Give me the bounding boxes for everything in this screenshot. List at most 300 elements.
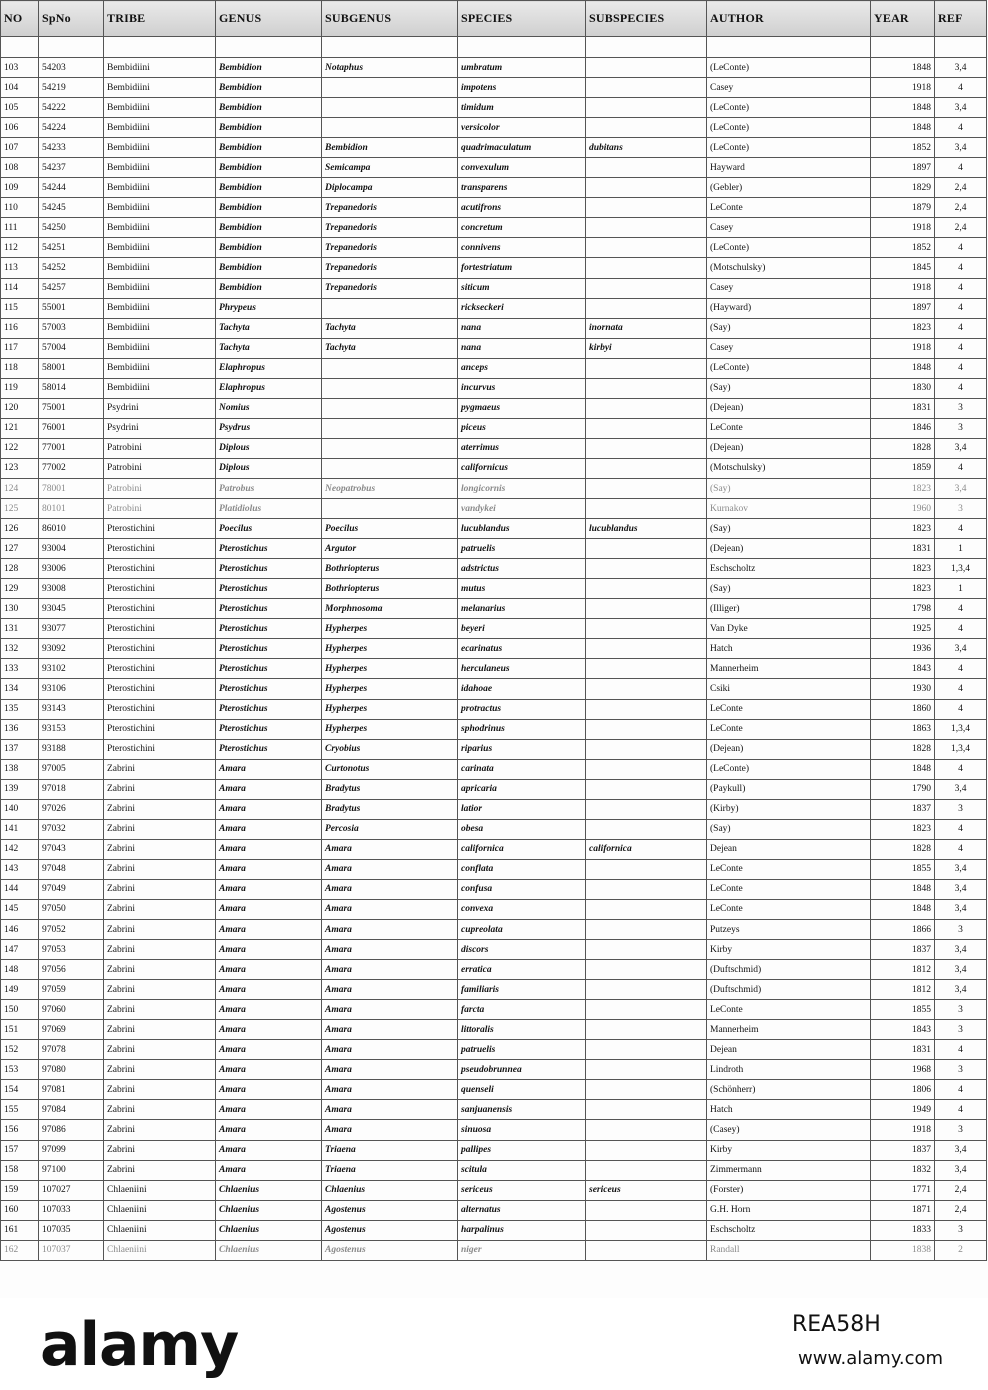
cell-subspecies [586,158,707,178]
cell-tribe: Zabrini [104,1040,216,1060]
cell-subgenus: Trepanedoris [322,278,458,298]
cell-no: 121 [1,418,39,438]
cell-no: 107 [1,138,39,158]
cell-subspecies [586,899,707,919]
cell-subgenus: Percosia [322,819,458,839]
table-row [1,78,987,98]
cell-genus: Bembidion [216,158,322,178]
cell-genus: Pterostichus [216,619,322,639]
cell-year: 1843 [871,659,935,679]
cell-year: 1843 [871,1020,935,1040]
cell-subspecies [586,1080,707,1100]
cell-no: 117 [1,338,39,358]
cell-genus: Amara [216,1000,322,1020]
cell-year: 1848 [871,58,935,78]
cell-genus: Pterostichus [216,579,322,599]
cell-spno: 97086 [39,1120,104,1140]
cell-subspecies [586,118,707,138]
cell-genus: Chlaenius [216,1220,322,1240]
cell-tribe: Patrobini [104,499,216,519]
cell-subspecies [586,759,707,779]
cell-ref: 4 [935,519,987,539]
cell-tribe: Zabrini [104,799,216,819]
cell-year: 1771 [871,1180,935,1200]
cell-ref: 3,4 [935,639,987,659]
cell-subgenus [322,298,458,318]
cell-year: 1828 [871,839,935,859]
cell-tribe: Zabrini [104,1000,216,1020]
cell-genus: Pterostichus [216,659,322,679]
cell-year: 1897 [871,298,935,318]
table-row [1,699,987,719]
cell-spno: 97080 [39,1060,104,1080]
cell-species: littoralis [458,1020,586,1040]
site-url: www.alamy.com [798,1348,944,1369]
cell-genus: Amara [216,1100,322,1120]
header-subgenus: SUBGENUS [322,1,458,37]
cell-ref: 3 [935,398,987,418]
cell-genus: Amara [216,1060,322,1080]
watermark-footer [0,1298,988,1390]
cell-no: 109 [1,178,39,198]
cell-species: piceus [458,418,586,438]
cell-no: 154 [1,1080,39,1100]
cell-year: 1846 [871,418,935,438]
cell-subspecies [586,58,707,78]
cell-spno: 97060 [39,1000,104,1020]
cell-species: pallipes [458,1140,586,1160]
cell-tribe: Patrobini [104,478,216,498]
cell-no: 124 [1,478,39,498]
cell-genus: Tachyta [216,318,322,338]
cell-species: californicus [458,458,586,478]
cell-author: Casey [707,338,871,358]
cell-subgenus: Tachyta [322,318,458,338]
cell-species: protractus [458,699,586,719]
cell-ref: 2,4 [935,198,987,218]
table-row [1,378,987,398]
cell-species: patruelis [458,1040,586,1060]
cell-spno: 97056 [39,960,104,980]
table-row [1,1000,987,1020]
cell-ref: 3,4 [935,478,987,498]
table-row [1,960,987,980]
cell-author: (Paykull) [707,779,871,799]
cell-author: (LeConte) [707,58,871,78]
cell-subgenus: Amara [322,1000,458,1020]
cell-year: 1852 [871,238,935,258]
cell-year: 1949 [871,1100,935,1120]
cell-author: Hatch [707,639,871,659]
cell-species: carinata [458,759,586,779]
cell-spno: 97005 [39,759,104,779]
cell-subgenus: Amara [322,940,458,960]
cell-author: LeConte [707,879,871,899]
cell-genus: Amara [216,819,322,839]
cell-tribe: Pterostichini [104,639,216,659]
cell-no: 132 [1,639,39,659]
cell-tribe: Bembidiini [104,338,216,358]
header-genus: GENUS [216,1,322,37]
cell-subgenus: Amara [322,859,458,879]
cell-tribe: Patrobini [104,458,216,478]
cell-spno: 107027 [39,1180,104,1200]
cell-no: 157 [1,1140,39,1160]
cell-subgenus: Agostenus [322,1220,458,1240]
blank-row [1,37,987,58]
cell-tribe: Bembidiini [104,58,216,78]
cell-species: farcta [458,1000,586,1020]
cell-year: 1897 [871,158,935,178]
cell-genus: Bembidion [216,78,322,98]
cell-ref: 3,4 [935,98,987,118]
cell-ref: 4 [935,378,987,398]
cell-author: (LeConte) [707,138,871,158]
cell-subgenus [322,458,458,478]
cell-subspecies [586,358,707,378]
cell-ref: 2,4 [935,1200,987,1220]
table-row [1,1140,987,1160]
cell-year: 1859 [871,458,935,478]
cell-subgenus: Amara [322,879,458,899]
cell-ref: 4 [935,458,987,478]
table-row [1,258,987,278]
cell-tribe: Zabrini [104,859,216,879]
cell-author: (Say) [707,318,871,338]
cell-subgenus: Bothriopterus [322,579,458,599]
cell-author: LeConte [707,899,871,919]
cell-genus: Amara [216,920,322,940]
cell-ref: 2 [935,1240,987,1260]
cell-year: 1855 [871,1000,935,1020]
cell-year: 1936 [871,639,935,659]
cell-year: 1823 [871,819,935,839]
header-row [1,1,987,37]
cell-subspecies [586,1000,707,1020]
cell-author: (Say) [707,378,871,398]
cell-ref: 3,4 [935,879,987,899]
table-row [1,859,987,879]
cell-ref: 3,4 [935,779,987,799]
cell-tribe: Zabrini [104,879,216,899]
cell-subspecies [586,78,707,98]
cell-author: (Say) [707,819,871,839]
table-row [1,559,987,579]
cell-spno: 54222 [39,98,104,118]
cell-author: (Forster) [707,1180,871,1200]
cell-ref: 1,3,4 [935,559,987,579]
cell-no: 136 [1,719,39,739]
cell-genus: Chlaenius [216,1240,322,1260]
cell-spno: 93004 [39,539,104,559]
cell-ref: 4 [935,1100,987,1120]
cell-subspecies [586,659,707,679]
cell-subgenus: Amara [322,1080,458,1100]
cell-year: 1960 [871,499,935,519]
cell-spno: 57004 [39,338,104,358]
cell-year: 1832 [871,1160,935,1180]
cell-spno: 97084 [39,1100,104,1120]
cell-year: 1831 [871,398,935,418]
table-row [1,539,987,559]
cell-ref: 3,4 [935,940,987,960]
table-row [1,759,987,779]
cell-subspecies [586,1120,707,1140]
cell-tribe: Psydrini [104,398,216,418]
cell-genus: Amara [216,799,322,819]
cell-no: 122 [1,438,39,458]
cell-spno: 54224 [39,118,104,138]
cell-year: 1823 [871,579,935,599]
cell-spno: 93188 [39,739,104,759]
cell-ref: 1 [935,539,987,559]
cell-genus: Bembidion [216,178,322,198]
cell-subgenus: Chlaenius [322,1180,458,1200]
cell-subgenus: Agostenus [322,1200,458,1220]
cell-year: 1848 [871,879,935,899]
cell-genus: Pterostichus [216,739,322,759]
table-row [1,719,987,739]
cell-spno: 54237 [39,158,104,178]
table-row [1,899,987,919]
cell-year: 1837 [871,1140,935,1160]
table-row [1,138,987,158]
cell-tribe: Psydrini [104,418,216,438]
cell-ref: 4 [935,1040,987,1060]
cell-author: (LeConte) [707,759,871,779]
cell-spno: 97099 [39,1140,104,1160]
cell-tribe: Bembidiini [104,278,216,298]
cell-author: (Dejean) [707,539,871,559]
cell-no: 149 [1,980,39,1000]
cell-subgenus [322,378,458,398]
cell-no: 134 [1,679,39,699]
cell-species: sphodrinus [458,719,586,739]
cell-author: LeConte [707,198,871,218]
cell-author: Dejean [707,839,871,859]
table-row [1,178,987,198]
cell-subspecies [586,1220,707,1240]
cell-species: latior [458,799,586,819]
cell-spno: 54252 [39,258,104,278]
cell-genus: Diplous [216,438,322,458]
cell-subgenus: Amara [322,980,458,1000]
cell-author: (Say) [707,519,871,539]
cell-species: sanjuanensis [458,1100,586,1120]
cell-year: 1918 [871,1120,935,1140]
cell-no: 131 [1,619,39,639]
cell-subspecies [586,859,707,879]
cell-species: sericeus [458,1180,586,1200]
cell-ref: 3,4 [935,1140,987,1160]
cell-author: LeConte [707,699,871,719]
cell-tribe: Pterostichini [104,719,216,739]
cell-ref: 4 [935,278,987,298]
cell-genus: Amara [216,779,322,799]
cell-subgenus: Trepanedoris [322,218,458,238]
cell-subgenus: Bothriopterus [322,559,458,579]
cell-no: 103 [1,58,39,78]
cell-genus: Amara [216,1080,322,1100]
cell-subgenus: Triaena [322,1160,458,1180]
table-row [1,118,987,138]
cell-species: mutus [458,579,586,599]
cell-ref: 4 [935,118,987,138]
table-row [1,338,987,358]
cell-spno: 93092 [39,639,104,659]
cell-ref: 4 [935,318,987,338]
cell-genus: Bembidion [216,58,322,78]
cell-no: 158 [1,1160,39,1180]
cell-ref: 2,4 [935,1180,987,1200]
cell-no: 162 [1,1240,39,1260]
cell-subgenus [322,438,458,458]
cell-tribe: Bembidiini [104,318,216,338]
cell-subgenus: Morphnosoma [322,599,458,619]
table-row [1,659,987,679]
cell-subspecies [586,940,707,960]
cell-spno: 97100 [39,1160,104,1180]
cell-no: 142 [1,839,39,859]
cell-no: 140 [1,799,39,819]
cell-subgenus: Amara [322,899,458,919]
cell-tribe: Zabrini [104,1080,216,1100]
cell-tribe: Zabrini [104,759,216,779]
cell-subgenus [322,418,458,438]
cell-species: nana [458,318,586,338]
cell-subspecies [586,1240,707,1260]
cell-tribe: Bembidiini [104,298,216,318]
header-species: SPECIES [458,1,586,37]
cell-ref: 4 [935,298,987,318]
cell-author: Csiki [707,679,871,699]
cell-ref: 4 [935,1080,987,1100]
cell-subgenus: Agostenus [322,1240,458,1260]
cell-subspecies: californica [586,839,707,859]
cell-species: alternatus [458,1200,586,1220]
cell-spno: 97048 [39,859,104,879]
cell-species: scitula [458,1160,586,1180]
cell-no: 127 [1,539,39,559]
cell-subgenus: Hypherpes [322,639,458,659]
cell-subgenus: Bradytus [322,779,458,799]
cell-subgenus: Notaphus [322,58,458,78]
table-row [1,980,987,1000]
cell-subgenus: Hypherpes [322,699,458,719]
cell-spno: 93008 [39,579,104,599]
cell-year: 1823 [871,318,935,338]
cell-subgenus: Bembidion [322,138,458,158]
cell-subspecies [586,619,707,639]
cell-genus: Tachyta [216,338,322,358]
table-row [1,1040,987,1060]
cell-tribe: Chlaeniini [104,1200,216,1220]
table-row [1,1180,987,1200]
header-author: AUTHOR [707,1,871,37]
cell-no: 146 [1,920,39,940]
cell-spno: 93106 [39,679,104,699]
cell-genus: Amara [216,1160,322,1180]
cell-no: 148 [1,960,39,980]
header-subspecies: SUBSPECIES [586,1,707,37]
cell-spno: 93102 [39,659,104,679]
table-row [1,679,987,699]
cell-author: (LeConte) [707,118,871,138]
cell-no: 125 [1,499,39,519]
cell-spno: 54203 [39,58,104,78]
cell-genus: Patrobus [216,478,322,498]
cell-spno: 97018 [39,779,104,799]
table-row [1,98,987,118]
cell-spno: 54257 [39,278,104,298]
cell-no: 137 [1,739,39,759]
cell-species: conflata [458,859,586,879]
cell-spno: 97026 [39,799,104,819]
cell-subgenus [322,98,458,118]
table-row [1,779,987,799]
cell-ref: 3,4 [935,1160,987,1180]
cell-author: Casey [707,78,871,98]
cell-genus: Pterostichus [216,599,322,619]
cell-no: 138 [1,759,39,779]
cell-subgenus: Neopatrobus [322,478,458,498]
cell-author: Putzeys [707,920,871,940]
cell-tribe: Pterostichini [104,579,216,599]
cell-year: 1852 [871,138,935,158]
cell-spno: 54244 [39,178,104,198]
table-row [1,579,987,599]
cell-subspecies [586,298,707,318]
cell-year: 1848 [871,118,935,138]
cell-ref: 3 [935,1020,987,1040]
cell-year: 1848 [871,358,935,378]
cell-tribe: Bembidiini [104,218,216,238]
cell-tribe: Bembidiini [104,78,216,98]
cell-ref: 3 [935,1060,987,1080]
cell-ref: 4 [935,78,987,98]
cell-year: 1863 [871,719,935,739]
cell-no: 161 [1,1220,39,1240]
table-row [1,1100,987,1120]
cell-subspecies: inornata [586,318,707,338]
cell-spno: 97032 [39,819,104,839]
cell-genus: Elaphropus [216,378,322,398]
table-row [1,1220,987,1240]
cell-no: 151 [1,1020,39,1040]
table-row [1,1060,987,1080]
cell-author: Mannerheim [707,1020,871,1040]
cell-author: (Say) [707,478,871,498]
cell-species: transparens [458,178,586,198]
table-row [1,358,987,378]
cell-tribe: Bembidiini [104,258,216,278]
cell-ref: 3,4 [935,438,987,458]
cell-no: 156 [1,1120,39,1140]
cell-subspecies [586,398,707,418]
cell-author: (LeConte) [707,98,871,118]
cell-author: (Motschulsky) [707,458,871,478]
cell-author: (Hayward) [707,298,871,318]
cell-species: sinuosa [458,1120,586,1140]
cell-year: 1823 [871,478,935,498]
cell-genus: Bembidion [216,218,322,238]
cell-spno: 57003 [39,318,104,338]
cell-author: LeConte [707,1000,871,1020]
cell-subspecies [586,699,707,719]
cell-subspecies [586,438,707,458]
cell-ref: 4 [935,358,987,378]
cell-subgenus: Amara [322,839,458,859]
